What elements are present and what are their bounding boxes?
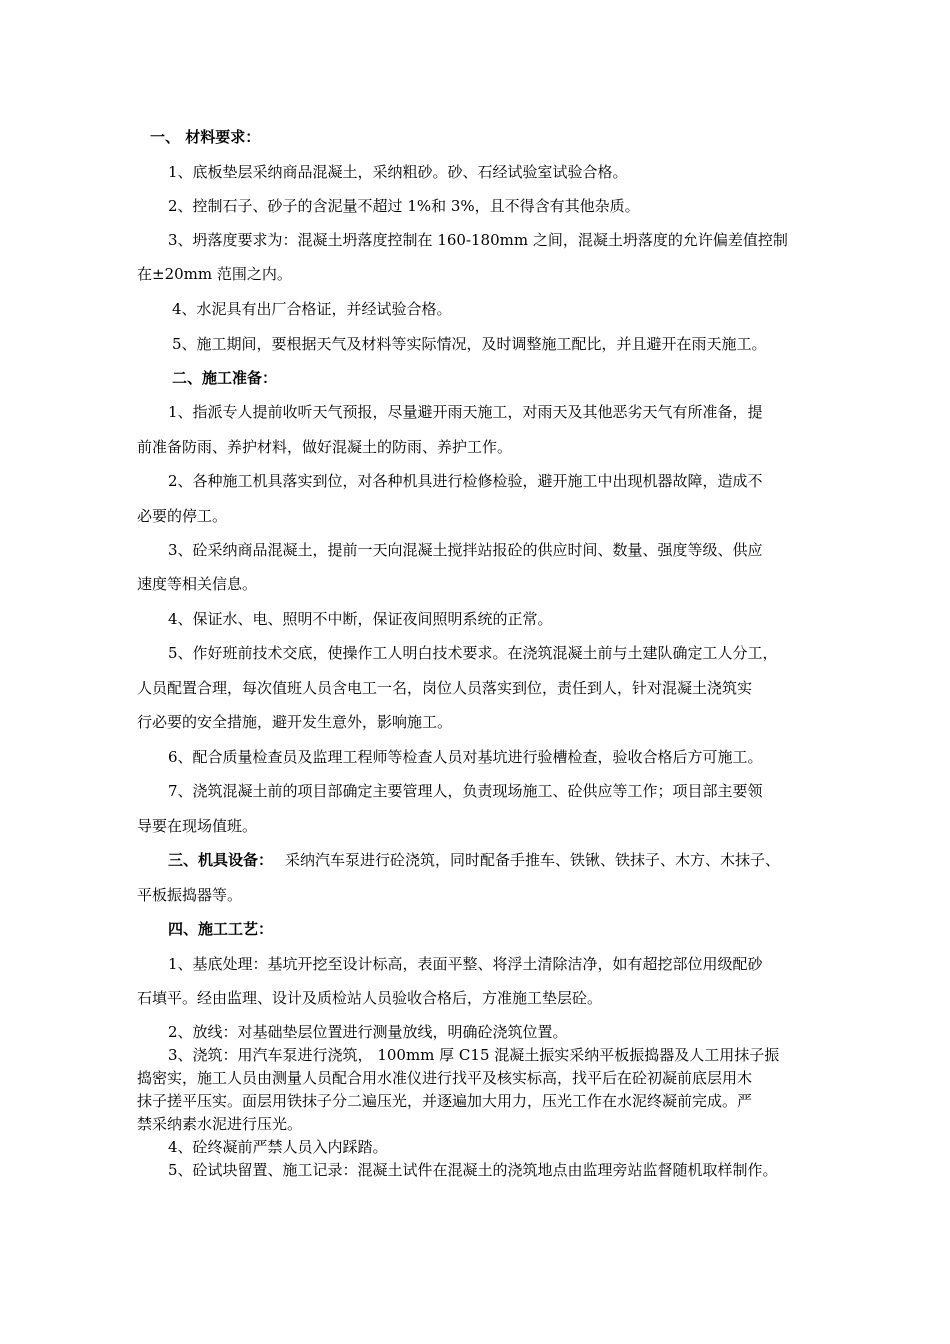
paragraph-line: 导要在现场值班。: [137, 817, 258, 835]
paragraph-line: 速度等相关信息。: [137, 575, 258, 593]
section-heading-process: 四、施工工艺：: [168, 920, 274, 938]
section-heading-preparation: 二、施工准备：: [172, 369, 278, 387]
paragraph-line: 行必要的安全措施，避开发生意外，影响施工。: [137, 713, 453, 731]
section-heading-materials: 一、 材料要求：: [150, 128, 261, 146]
paragraph-line: 3、浇筑：用汽车泵进行浇筑， 100mm 厚 C15 混凝土振实采纳平板振捣器及人工用抹子振: [168, 1046, 780, 1064]
paragraph-line: 前准备防雨、养护材料，做好混凝土的防雨、养护工作。: [137, 438, 513, 456]
paragraph-line: 4、保证水、电、照明不中断，保证夜间照明系统的正常。: [168, 610, 553, 628]
paragraph-line: 5、作好班前技术交底，使操作工人明白技术要求。在浇筑混凝土前与土建队确定工人分工，: [168, 644, 778, 662]
paragraph-line: 2、控制石子、砂子的含泥量不超过 1%和 3%，且不得含有其他杂质。: [168, 197, 640, 215]
paragraph-line: 2、放线：对基础垫层位置进行测量放线，明确砼浇筑位置。: [168, 1023, 568, 1041]
paragraph-line: 5、施工期间，要根据天气及材料等实际情况，及时调整施工配比，并且避开在雨天施工。: [172, 335, 767, 353]
paragraph-line: 4、水泥具有出厂合格证，并经试验合格。: [172, 300, 452, 318]
equipment-inline-text: 采纳汽车泵进行砼浇筑，同时配备手推车、铁锹、铁抹子、木方、木抹子、: [285, 851, 781, 869]
paragraph-line: 1、基底处理：基坑开挖至设计标高，表面平整、将浮土清除洁净，如有超挖部位用级配砂: [168, 955, 763, 973]
paragraph-line: 7、浇筑混凝土前的项目部确定主要管理人，负责现场施工、砼供应等工作；项目部主要领: [168, 782, 763, 800]
paragraph-line: 在±20mm 范围之内。: [137, 265, 292, 283]
paragraph-line: 禁采纳素水泥进行压光。: [137, 1115, 303, 1133]
paragraph-line: 4、砼终凝前严禁人员入内踩踏。: [168, 1138, 388, 1156]
paragraph-line: 6、配合质量检查员及监理工程师等检查人员对基坑进行验槽检查，验收合格后方可施工。: [168, 748, 763, 766]
section-heading-equipment: 三、机具设备：: [168, 851, 274, 869]
paragraph-line: 抹子搓平压实。面层用铁抹子分二遍压光，并逐遍加大用力，压光工作在水泥终凝前完成。严: [137, 1092, 753, 1110]
paragraph-line: 石填平。经由监理、设计及质检站人员验收合格后，方准施工垫层砼。: [137, 989, 603, 1007]
paragraph-line: 3、坍落度要求为：混凝土坍落度控制在 160-180mm 之间，混凝土坍落度的允许偏差值控制: [168, 231, 788, 249]
paragraph-line: 捣密实，施工人员由测量人员配合用水准仪进行找平及核实标高，找平后在砼初凝前底层用木: [137, 1069, 753, 1087]
section-row-equipment: [168, 851, 780, 869]
paragraph-line: 5、砼试块留置、施工记录：混凝土试件在混凝土的浇筑地点由监理旁站监督随机取样制作。: [168, 1161, 778, 1179]
paragraph-line: 3、砼采纳商品混凝土，提前一天向混凝土搅拌站报砼的供应时间、数量、强度等级、供应: [168, 541, 763, 559]
paragraph-line: 1、指派专人提前收听天气预报，尽量避开雨天施工，对雨天及其他恶劣天气有所准备，提: [168, 403, 763, 421]
paragraph-line: 必要的停工。: [137, 507, 228, 525]
paragraph-line: 2、各种施工机具落实到位，对各种机具进行检修检验，避开施工中出现机器故障，造成不: [168, 472, 763, 490]
paragraph-line: 1、底板垫层采纳商品混凝土，采纳粗砂。砂、石经试验室试验合格。: [168, 163, 628, 181]
paragraph-line: 平板振捣器等。: [137, 886, 243, 904]
paragraph-line: 人员配置合理，每次值班人员含电工一名，岗位人员落实到位，责任到人，针对混凝土浇筑实: [137, 679, 753, 697]
